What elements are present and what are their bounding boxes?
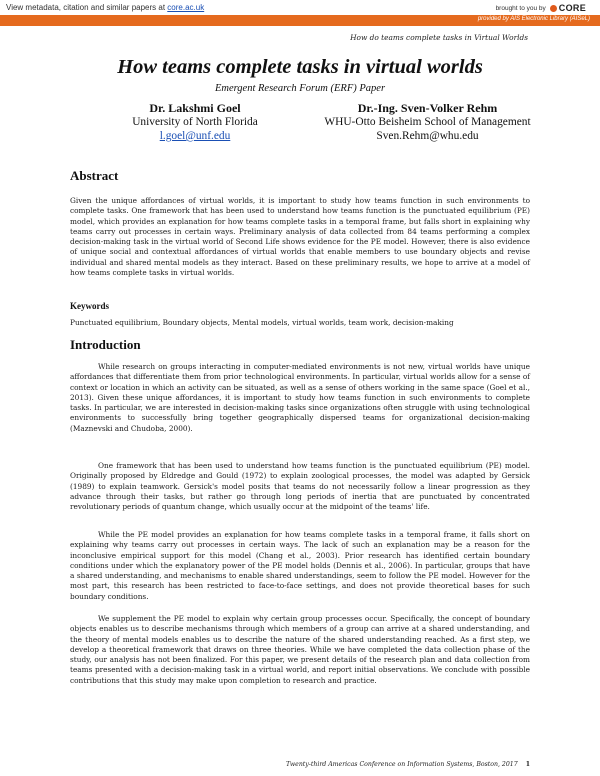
intro-paragraph: While the PE model provides an explanation for how teams complete tasks in a temporal frame, it falls short on explaining why teams carry out processes in certain ways. The lack of such an explanation may be a reason for the inconclusive empirical support for this model (Chang et al., 2003). Prior research has identified certain boundary conditions under which the explanatory power of the PE model holds (Dennis et al., 2006). In particular, groups that have a shared understanding, and mechanisms to enable shared understandings, seem to follow the PE model. However for the most part, this research has been restricted to face-to-face settings, and does not provide theoretical bases for such boundary conditions. [70, 530, 530, 601]
metadata-link-text[interactable] [6, 3, 204, 12]
intro-paragraph: While research on groups interacting in computer-mediated environments is not new, virtual worlds have unique affordances that differentiate them from prior technological environments. In particular, virtual worlds allow for a sense of context or location in which an activity can be situated, as well as a sense of others working in the same space (Goel et al., 2013). Given these unique affordances, it is important to study how teams function in such environments to complete tasks. In particular, we are interested in decision-making tasks since organizations often struggle with using technological environments to successfully bring together geographically dispersed teams for organizational decision-making (Maznevski and Chudoba, 2000). [70, 362, 530, 433]
author-email: Sven.Rehm@whu.edu [376, 130, 479, 142]
core-logo: CORE [558, 3, 586, 13]
author-email-link[interactable]: l.goel@unf.edu [159, 130, 231, 142]
author-affiliation: WHU-Otto Beisheim School of Management [324, 116, 531, 128]
core-attribution[interactable] [496, 3, 586, 13]
core-banner [0, 0, 600, 27]
page-number: 1 [525, 761, 530, 768]
intro-paragraph: One framework that has been used to understand how teams function is the punctuated equilibrium (PE) model. Originally proposed by Eldredge and Gould (1972) to explain zoological processes, the model was adapted by Gersick (1989) to explain teamwork. Gersick's model posits that teams do not necessarily follow a linear progression as they advance through their tasks, but rather go through long periods of inertia that are punctuated by concentrated revolutionary periods of quantum change, which usually occur at the midpoint of the teams' life. [70, 461, 530, 512]
brought-by-text: brought to you by [495, 4, 546, 12]
author-block-2 [300, 101, 555, 143]
keywords-heading: Keywords [70, 301, 109, 311]
provider-bar [0, 15, 600, 26]
author-name: Dr. Lakshmi Goel [149, 101, 241, 115]
abstract-heading: Abstract [70, 168, 119, 183]
footer-conference: Twenty-third Americas Conference on Information Systems, Boston, 2017 [285, 761, 518, 768]
provider-text: provided by AIS Electronic Library (AISeL) [477, 16, 590, 22]
intro-paragraph: We supplement the PE model to explain why certain group processes occur. Specifically, the concept of boundary objects enables us to describe mechanisms through which members of a group can arrive at a shared understanding, and the theory of mental models enables us to describe the nature of the shared understanding reached. As a first step, we develop a theoretical framework that draws on three theories. While we have completed the data collection phase of the study, our analysis has not been finalized. For this paper, we present details of the research plan and data collection from teams presented with a decision-making task in a virtual world, and report initial observations. We conclude with possible contributions that this study may make upon completion to research and practice. [70, 614, 530, 685]
page-footer [286, 761, 530, 768]
abstract-text: Given the unique affordances of virtual worlds, it is important to study how teams function in such environments to complete tasks. One framework that has been used to understand how teams function is the punctuated equilibrium (PE) model, which provides an explanation for how teams complete tasks in a temporal frame, but falls short in explaining why teams carry out processes in certain ways. Preliminary analysis of data collected from 84 teams performing a complex decision-making task in the virtual world of Second Life shows evidence for the PE model. However, there is also evidence of unique social and contextual affordances of virtual worlds that enable members to use boundary objects and revise individual and shared mental models as they interact. Based on these preliminary results, we hope to arrive at a model of how teams complete tasks in virtual worlds. [70, 196, 530, 278]
running-head: How do teams complete tasks in Virtual Worlds [350, 33, 528, 42]
paper-subtitle: Emergent Research Forum (ERF) Paper [214, 83, 386, 94]
core-logo-icon [550, 5, 557, 12]
introduction-heading: Introduction [70, 337, 141, 352]
author-name: Dr.-Ing. Sven-Volker Rehm [357, 101, 498, 115]
core-ac-link[interactable]: core.ac.uk [167, 3, 205, 12]
keywords-text: Punctuated equilibrium, Boundary objects, Mental models, virtual worlds, team work, decision-making [70, 318, 454, 327]
metadata-text: View metadata, citation and similar papers at [6, 3, 166, 12]
author-block-1 [100, 101, 290, 143]
paper-title: How teams complete tasks in virtual worlds [117, 56, 483, 78]
author-affiliation: University of North Florida [132, 116, 258, 128]
